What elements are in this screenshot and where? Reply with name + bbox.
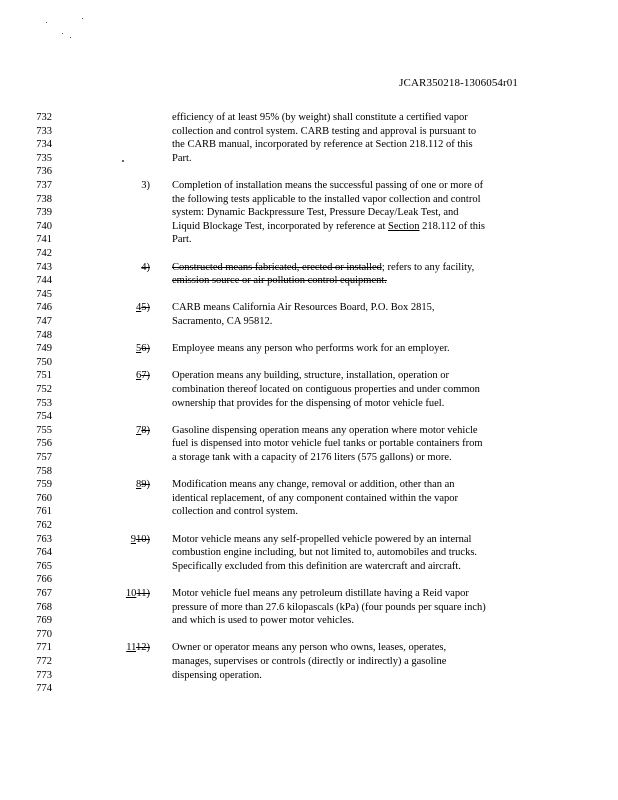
struck-text: 6) (141, 343, 150, 355)
line-number: 751 (36, 370, 52, 382)
line-text (172, 274, 387, 287)
item-marker (136, 369, 150, 382)
line-number: 774 (36, 683, 52, 695)
line-text (172, 546, 477, 559)
underlined-text: 8 (136, 479, 142, 491)
document-line (0, 342, 618, 355)
text-segment: 218.112 of this (419, 220, 486, 232)
document-line (0, 315, 618, 328)
struck-text: 4) (141, 261, 150, 273)
line-text (172, 655, 446, 668)
struck-text: 12) (136, 642, 150, 654)
line-number: 773 (36, 669, 52, 681)
underlined-text: 10 (125, 588, 137, 599)
text-segment: Part. (172, 234, 192, 246)
item-marker (136, 424, 150, 437)
text-segment: collection and control system. CARB testing and approval is pursuant to (172, 125, 477, 137)
line-text (172, 261, 474, 274)
line-number: 770 (36, 628, 52, 640)
document-line (0, 383, 618, 396)
line-text (172, 614, 354, 627)
line-text (172, 397, 444, 410)
text-segment: 3) (141, 180, 150, 191)
text-segment: Sacramento, CA 95812. (172, 316, 273, 327)
text-segment: Motor vehicle fuel means any petroleum distillate having a Reid vapor (172, 588, 469, 599)
text-segment: the following tests applicable to the installed vapor collection and control (172, 193, 481, 205)
line-number: 763 (36, 533, 52, 545)
line-number: 762 (36, 520, 52, 531)
line-number: 772 (36, 656, 52, 667)
line-text (172, 451, 452, 464)
line-text (172, 587, 469, 600)
line-number: 747 (36, 316, 52, 327)
document-line (0, 369, 618, 382)
document-line (0, 193, 618, 206)
line-number: 742 (36, 248, 52, 259)
document-line (0, 301, 618, 314)
underlined-text: 4 (136, 302, 142, 314)
line-number: 769 (36, 615, 52, 627)
line-text (172, 152, 192, 165)
text-segment: ; refers to any facility, (381, 261, 475, 273)
text-segment: Liquid Blockage Test, incorporated by reference at (172, 220, 388, 232)
struck-text: emission source (172, 275, 242, 287)
document-line (0, 206, 618, 219)
line-number: 749 (36, 343, 52, 355)
text-segment: CARB means California Air Resources Board, P.O. Box 2815, (172, 302, 435, 314)
document-line (0, 247, 618, 260)
document-line (0, 165, 618, 178)
line-text (172, 193, 481, 206)
line-number: 759 (36, 479, 52, 491)
line-text (172, 669, 262, 682)
line-number: 753 (36, 397, 52, 409)
text-segment: efficiency of at least 95% (by weight) shall constitute a certified vapor (172, 112, 468, 123)
line-number: 741 (36, 234, 52, 246)
line-number: 746 (36, 302, 52, 314)
line-number: 764 (36, 547, 52, 559)
struck-text: 10) (136, 533, 150, 545)
line-number: 761 (36, 506, 52, 518)
document-line (0, 682, 618, 695)
line-text (172, 505, 298, 518)
document-line (0, 628, 618, 641)
document-line (0, 424, 618, 437)
document-line (0, 233, 618, 246)
text-segment: Specifically excluded from this definition are watercraft and aircraft. (172, 560, 461, 572)
line-text (172, 424, 478, 437)
line-text (172, 233, 192, 246)
line-text (172, 383, 480, 396)
item-marker (131, 533, 150, 546)
document-id-header: JCAR350218-1306054r01 (399, 77, 518, 89)
line-number: 766 (36, 574, 52, 586)
line-number: 758 (36, 465, 52, 477)
line-text (172, 206, 459, 219)
document-line (0, 655, 618, 668)
underlined-text: Section (387, 220, 420, 232)
text-segment: Completion of installation means the successful passing of one or more of (172, 180, 484, 191)
text-segment: manages, supervises or controls (directly or indirectly) a gasoline (172, 656, 447, 667)
document-line (0, 641, 618, 654)
line-text (172, 301, 434, 314)
line-number: 765 (36, 560, 52, 572)
line-text (172, 641, 446, 654)
document-line (0, 492, 618, 505)
line-text (172, 601, 486, 614)
text-segment: Motor vehicle means any self-propelled vehicle powered by an internal (172, 533, 472, 545)
document-line (0, 601, 618, 614)
line-text (172, 342, 450, 355)
line-text (172, 492, 458, 505)
line-text (172, 560, 461, 573)
struck-text: 5) (141, 302, 150, 314)
text-segment: Gasoline dispensing operation means any operation where motor vehicle (172, 424, 478, 436)
document-line (0, 573, 618, 586)
document-line (0, 587, 618, 600)
document-line (0, 261, 618, 274)
item-marker (136, 342, 150, 355)
item-marker (136, 301, 150, 314)
line-number: 767 (36, 588, 52, 599)
struck-text: 7) (141, 370, 150, 382)
document-line (0, 669, 618, 682)
document-line (0, 560, 618, 573)
line-number: 737 (36, 180, 52, 191)
struck-text: 11) (136, 588, 150, 599)
line-number: 752 (36, 384, 52, 395)
text-segment: pressure of more than 27.6 kilopascals (kPa) (four pounds per square inch) (172, 601, 486, 613)
text-segment: ownership that provides for the dispensing of motor vehicle fuel. (172, 397, 445, 409)
text-segment: a storage tank with a capacity of 2176 liters (575 gallons) or more. (172, 452, 452, 463)
text-segment: identical replacement, of any component contained within the vapor (172, 492, 459, 504)
line-text (172, 437, 483, 450)
underlined-text: 7 (136, 424, 142, 436)
line-text (172, 111, 468, 124)
document-line (0, 614, 618, 627)
text-segment: the CARB manual, incorporated by reference at Section 218.112 of this (172, 139, 473, 151)
line-number: 733 (36, 125, 52, 137)
line-number: 738 (36, 193, 52, 205)
text-segment: system: Dynamic Backpressure Test, Pressure Decay/Leak Test, and (172, 207, 459, 219)
underlined-text: 11 (126, 642, 136, 654)
document-line (0, 329, 618, 342)
text-segment: Owner or operator means any person who owns, leases, operates, (172, 642, 447, 654)
struck-text: 9) (141, 479, 150, 491)
line-text (172, 478, 455, 491)
line-number: 754 (36, 411, 52, 423)
document-line (0, 288, 618, 301)
document-line (0, 533, 618, 546)
text-segment: Part. (172, 152, 192, 164)
struck-text: Constructed means fabricated, erected or installed (172, 261, 382, 273)
line-text (172, 125, 476, 138)
underlined-text: 9 (130, 533, 136, 545)
text-segment: combustion engine including, but not limited to, automobiles and trucks. (172, 547, 478, 559)
document-line (0, 465, 618, 478)
line-text (172, 369, 449, 382)
line-text (172, 138, 473, 151)
text-segment: Operation means any building, structure, installation, operation or (172, 370, 450, 382)
document-line (0, 451, 618, 464)
document-line (0, 125, 618, 138)
item-marker (126, 587, 150, 600)
line-number: 760 (36, 492, 52, 504)
item-marker (136, 478, 150, 491)
document-line (0, 220, 618, 233)
text-segment: dispensing operation. (172, 669, 262, 681)
document-line (0, 152, 618, 165)
item-marker (141, 179, 150, 192)
document-line (0, 179, 618, 192)
text-segment: and which is used to power motor vehicles. (172, 615, 354, 627)
line-text (172, 315, 272, 328)
document-line (0, 397, 618, 410)
line-text (172, 220, 485, 233)
line-number: 756 (36, 438, 52, 450)
line-number: 740 (36, 220, 52, 232)
document-line (0, 111, 618, 124)
line-number: 755 (36, 424, 52, 436)
item-marker (141, 261, 150, 274)
text-segment: combination thereof located on contiguous properties and under common (172, 384, 480, 395)
document-line (0, 274, 618, 287)
text-segment: Modification means any change, removal or addition, other than an (172, 479, 455, 491)
line-number: 757 (36, 452, 52, 463)
underlined-text: 6 (136, 370, 142, 382)
line-number: 735 (36, 152, 52, 164)
underlined-text: 5 (136, 343, 142, 355)
line-number: 739 (36, 207, 52, 219)
text-segment: collection and control system. (172, 506, 298, 518)
document-line (0, 478, 618, 491)
struck-text: 8) (141, 424, 150, 436)
line-number: 771 (36, 642, 52, 654)
line-number: 768 (36, 601, 52, 613)
line-text (172, 179, 483, 192)
document-line (0, 437, 618, 450)
item-marker (126, 641, 150, 654)
text-segment: Employee means any person who performs work for an employer. (172, 343, 450, 355)
line-number: 743 (36, 261, 52, 273)
line-text (172, 533, 471, 546)
line-number: 748 (36, 329, 52, 341)
document-line (0, 519, 618, 532)
text-segment: fuel is dispensed into motor vehicle fuel tanks or portable containers from (172, 438, 483, 450)
line-number: 734 (36, 139, 52, 151)
document-line (0, 505, 618, 518)
line-number: 736 (36, 166, 52, 178)
document-line (0, 138, 618, 151)
line-number: 732 (36, 112, 52, 123)
line-number: 745 (36, 288, 52, 300)
document-line (0, 410, 618, 423)
line-number: 750 (36, 356, 52, 368)
document-line (0, 356, 618, 369)
line-number: 744 (36, 275, 52, 287)
document-line (0, 546, 618, 559)
struck-text: or air pollution control equipment. (242, 275, 387, 287)
